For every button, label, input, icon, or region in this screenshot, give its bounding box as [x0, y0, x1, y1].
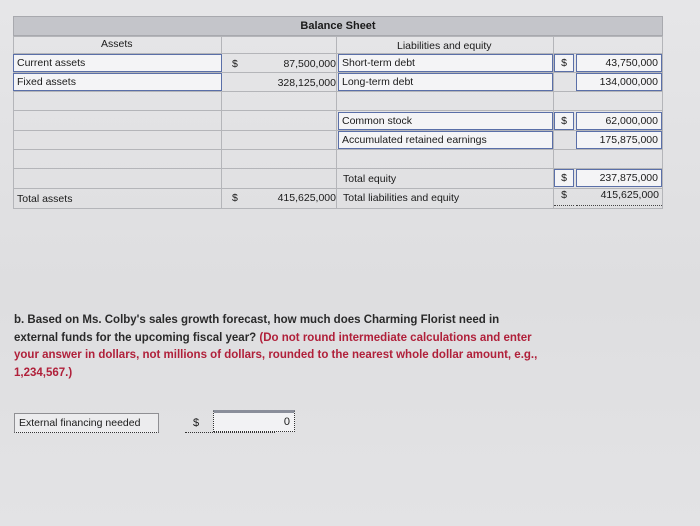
external-financing-currency: $: [185, 413, 275, 433]
retained-earnings-label: Accumulated retained earnings: [338, 131, 553, 149]
total-liab-equity-label: Total liabilities and equity: [343, 192, 460, 204]
total-assets-currency: $: [232, 192, 238, 204]
short-term-debt-currency: $: [554, 54, 574, 72]
retained-earnings-value: 175,875,000: [576, 131, 662, 149]
common-stock-value: 62,000,000: [576, 112, 662, 130]
current-assets-value: 87,500,000: [283, 58, 336, 70]
total-equity-label: Total equity: [343, 173, 397, 185]
total-liab-equity-currency: $: [554, 189, 574, 206]
total-assets-label: Total assets: [17, 193, 73, 205]
long-term-debt-label: Long-term debt: [338, 73, 553, 91]
total-assets-value: 415,625,000: [277, 192, 336, 204]
total-equity-value: 237,875,000: [576, 169, 662, 187]
table-title: Balance Sheet: [13, 16, 663, 36]
short-term-debt-label: Short-term debt: [338, 54, 553, 72]
question-prefix: b. Based on Ms. Colby's sales growth forecast, how much does Charming Florist need in external funds for the upcoming fiscal year?: [14, 314, 500, 344]
current-assets-currency: $: [232, 58, 238, 70]
balance-sheet-table: [13, 16, 663, 208]
external-financing-label: External financing needed: [14, 413, 159, 433]
short-term-debt-value: 43,750,000: [576, 54, 662, 72]
long-term-debt-value: 134,000,000: [576, 73, 662, 91]
current-assets-label: Current assets: [13, 54, 222, 72]
total-liab-equity-value: 415,625,000: [576, 189, 662, 206]
common-stock-label: Common stock: [338, 112, 553, 130]
external-financing-input[interactable]: 0: [213, 410, 295, 432]
assets-header: Assets: [101, 38, 133, 50]
question-instruction: (Do not round intermediate calculations and enter your answer in dollars, not millions of dollars, rounded to the nearest whole dollar amount, e.g., 1,234,567.): [14, 331, 538, 379]
fixed-assets-value: 328,125,000: [277, 77, 336, 89]
liabilities-equity-header: Liabilities and equity: [397, 40, 492, 52]
fixed-assets-label: Fixed assets: [13, 73, 222, 91]
question-text: [14, 312, 544, 382]
common-stock-currency: $: [554, 112, 574, 130]
total-equity-currency: $: [554, 169, 574, 187]
